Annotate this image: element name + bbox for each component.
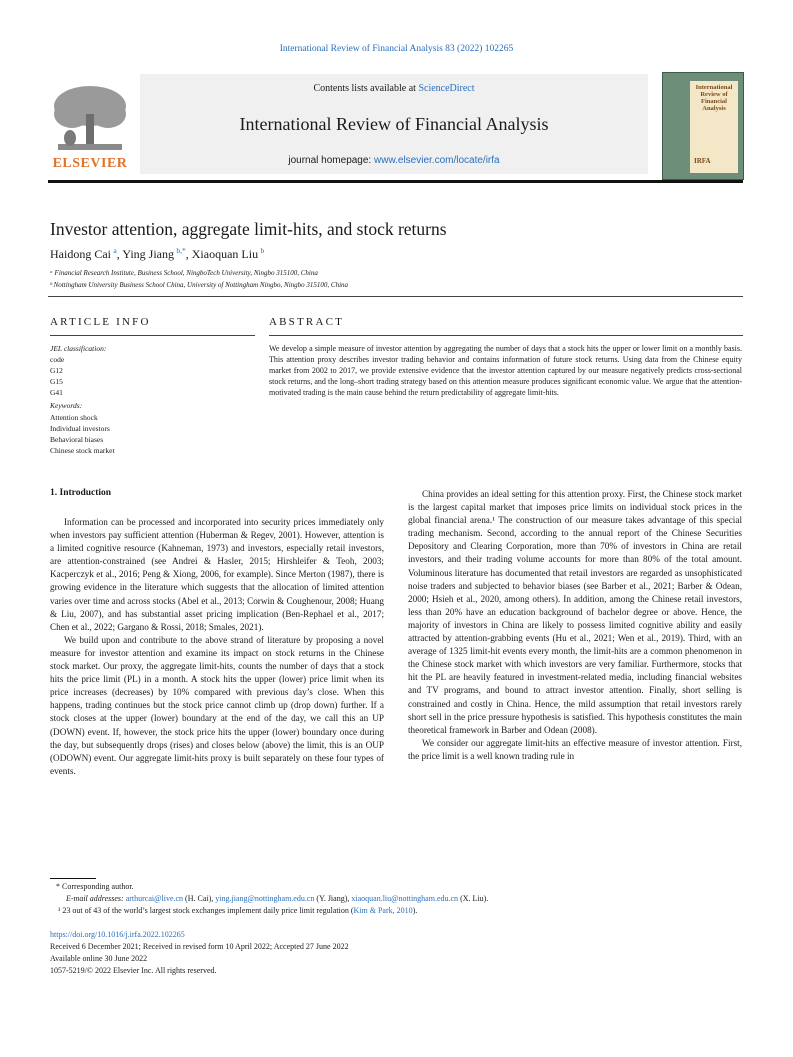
paragraph: We consider our aggregate limit-hits an effective measure of investor attention. First, the price limit is a well known trading rule in (408, 737, 742, 761)
keywords-label: Keywords: (50, 401, 83, 411)
sciencedirect-link[interactable]: ScienceDirect (418, 83, 475, 94)
body-column-left (50, 516, 384, 778)
email-label: E-mail addresses: (66, 894, 126, 903)
section-rule (48, 296, 743, 297)
email-owner: (H. Cai), (183, 894, 216, 903)
abstract-heading: ABSTRACT (269, 316, 345, 328)
tree-icon (48, 84, 132, 154)
doi-link[interactable]: https://doi.org/10.1016/j.irfa.2022.102265 (50, 930, 185, 939)
publisher-wordmark: ELSEVIER (52, 156, 128, 171)
email-link[interactable]: xiaoquan.liu@nottingham.edu.cn (351, 894, 459, 903)
jel-label: JEL classification: (50, 344, 107, 353)
cover-panel (690, 81, 738, 173)
jel-code: code (50, 355, 65, 365)
article-info-heading: ARTICLE INFO (50, 316, 151, 328)
homepage-line: journal homepage: www.elsevier.com/locate/irfa (288, 155, 500, 166)
journal-title: International Review of Financial Analysis (239, 114, 549, 134)
cover-title: International Review of Financial Analysis (695, 84, 733, 112)
author-sep: , (116, 247, 123, 261)
keyword: Behavioral biases (50, 434, 104, 444)
abstract-rule (269, 335, 743, 336)
email-owner: (Y. Jiang), (314, 894, 352, 903)
jel-code: G15 (50, 377, 63, 387)
author-affil-mark[interactable]: b,* (176, 246, 186, 255)
paragraph: Information can be processed and incorporated into security prices immediately only when investors pay sufficient attention (Huberman & Regev, 2001). However, attention is a limited cognitive resource (Kahneman, 1973) and investors, especially retail investors, are attention-constrained (see Andrei & Hasler, 2015; Hirshleifer & Teoh, 2003; Kacperczyk et al., 2016; Peng & Xiong, 2006, for example). Since Merton (1987), there is growing evidence in the literature which suggests that the allocation of limited attention varies over time and across stocks (Abel et al., 2013; Corwin & Coughenour, 2008; Huang & Liu, 2007), and has substantial asset pricing implication (Ben-Rephael et al., 2017; Chen et al., 2022; Gargano & Rossi, 2018; Smales, 2021). (50, 517, 384, 632)
author-list (50, 246, 264, 262)
corresponding-author-note: * Corresponding author. (56, 882, 134, 891)
footnote-text: ¹ 23 out of 43 of the world’s largest stock exchanges implement daily price limit regulation ( (58, 906, 354, 915)
jel-code: G41 (50, 388, 63, 398)
author-name[interactable]: Ying Jiang (122, 247, 174, 261)
email-link[interactable]: arthurcai@live.cn (125, 894, 184, 903)
footnote-rule (50, 878, 96, 879)
citation-link[interactable]: Kim & Park, 2010 (353, 906, 413, 915)
email-owner: (X. Liu). (458, 894, 489, 903)
jel-code: G12 (50, 366, 63, 376)
journal-banner (140, 74, 648, 174)
body-column-right (408, 488, 742, 763)
author-sep: , (185, 247, 192, 261)
author-affil-mark[interactable]: a (113, 246, 117, 255)
article-info-list (50, 343, 255, 456)
contents-line: Contents lists available at ScienceDirect (313, 83, 475, 94)
introduction-heading: 1. Introduction (50, 488, 112, 498)
author-name[interactable]: Xiaoquan Liu (191, 247, 259, 261)
author-name[interactable]: Haidong Cai (50, 247, 111, 261)
footnote-1 (58, 906, 417, 915)
footnote-text: ). (412, 906, 418, 915)
author-affil-mark[interactable]: b (260, 246, 265, 255)
journal-reference[interactable]: International Review of Financial Analysis 83 (2022) 102265 (279, 44, 514, 54)
paragraph: We build upon and contribute to the above strand of literature by proposing a novel measure for investor attention and examine its impact on stock returns in the Chinese stock market. Our proxy, the aggregate limit-hits, counts the number of days that a stock hits the price limit (PL) in a month. A stock hits the upper (lower) price limit when its price increases (decreases) by 10% compared with previous day’s close. When this happens, trading continues but the stock price cannot climb up (drop down) further. If a stock closes at the upper (lower) boundary at the end of the day, we call this an UP (DOWN) event. If, however, the stock price hits the upper (lower) boundary once during the day, but subsequently drops (rises) and closes below (above) the limit, this is an OUP (ODOWN) event. Our aggregate limit-hits proxy is built separately on these four types of events. (50, 634, 384, 776)
article-title: Investor attention, aggregate limit-hits, and stock returns (50, 219, 447, 239)
cover-abbrev: IRFA (694, 157, 711, 165)
keyword: Individual investors (50, 423, 110, 433)
email-note (66, 894, 488, 903)
journal-cover (662, 72, 744, 180)
received-dates: Received 6 December 2021; Received in revised form 10 April 2022; Accepted 27 June 2022 (50, 942, 349, 951)
article-info-rule (50, 335, 255, 336)
affiliation: ᵃ Financial Research Institute, Business School, NingboTech University, Ningbo 315100, China (50, 269, 318, 277)
keyword: Attention shock (50, 412, 98, 422)
affiliation: ᵇ Nottingham University Business School China, University of Nottingham Ningbo, Ningbo 315100, China (50, 281, 349, 289)
elsevier-logo (48, 84, 132, 172)
homepage-link[interactable]: www.elsevier.com/locate/irfa (374, 155, 500, 166)
keyword: Chinese stock market (50, 445, 115, 455)
copyright: 1057-5219/© 2022 Elsevier Inc. All rights reserved. (50, 966, 217, 975)
header-rule (48, 180, 743, 183)
abstract-text: We develop a simple measure of investor attention by aggregating the number of days that a stock hits the upper or lower limit on a monthly basis. This attention proxy describes investor trading behavior and contains information of future stock returns. Using data from the Chinese equity market from 2002 to 2017, we provide extensive evidence that the investor attention captured by our measure negatively predicts cross-sectional stock returns, and the long–short trading strategy based on this attention measure produces significant economic value. We argue that the attention-motivated trading is the main cause behind the return predictability of aggregate limit-hits. (269, 344, 742, 398)
paragraph: China provides an ideal setting for this attention proxy. First, the Chinese stock market is the largest capital market that imposes price limits on individual stock prices in the global financial arena.¹ The construction of our measure takes advantage of this special trading mechanism. Second, according to the annual report of the Chinese Securities Depository and Clearing Corporation, more than 70% of investors in China are retail investors, and their trading volume accounts for more than 80% of the total amount. Voluminous literature has documented that retail investors are regarded as unsophisticated noise traders and subjected to behavior biases (see Barber et al., 2021; Barber & Odean, 2000; Hsieh et al., 2020, among others). In addition, among the Chinese retail investors, less than 20% have an education background of bachelor degree or above. Hence, the majority of investors in China are likely to possess limited cognitive ability and easily attracted by attention-grabbing events (Hu et al., 2021; Wen et al., 2019). Third, with an average of 1325 limit-hit events every month, the limit-hits are a common phenomenon in the Chinese stock market with which investors are very familiar. Furthermore, stocks that hit the PL are heavily featured in investment-related media, including financial websites and TV programs, and bound to attract investor attention. Finally, short selling is constrained and costly in China. Hence, the mild assumption that retail investors rarely short sell in the price pressure hypothesis is satisfied. This hypothesis constitutes the main theoretical framework in Barber and Odean (2008). (408, 489, 742, 735)
available-online: Available online 30 June 2022 (50, 954, 148, 963)
email-link[interactable]: ying.jiang@nottingham.edu.cn (215, 894, 315, 903)
